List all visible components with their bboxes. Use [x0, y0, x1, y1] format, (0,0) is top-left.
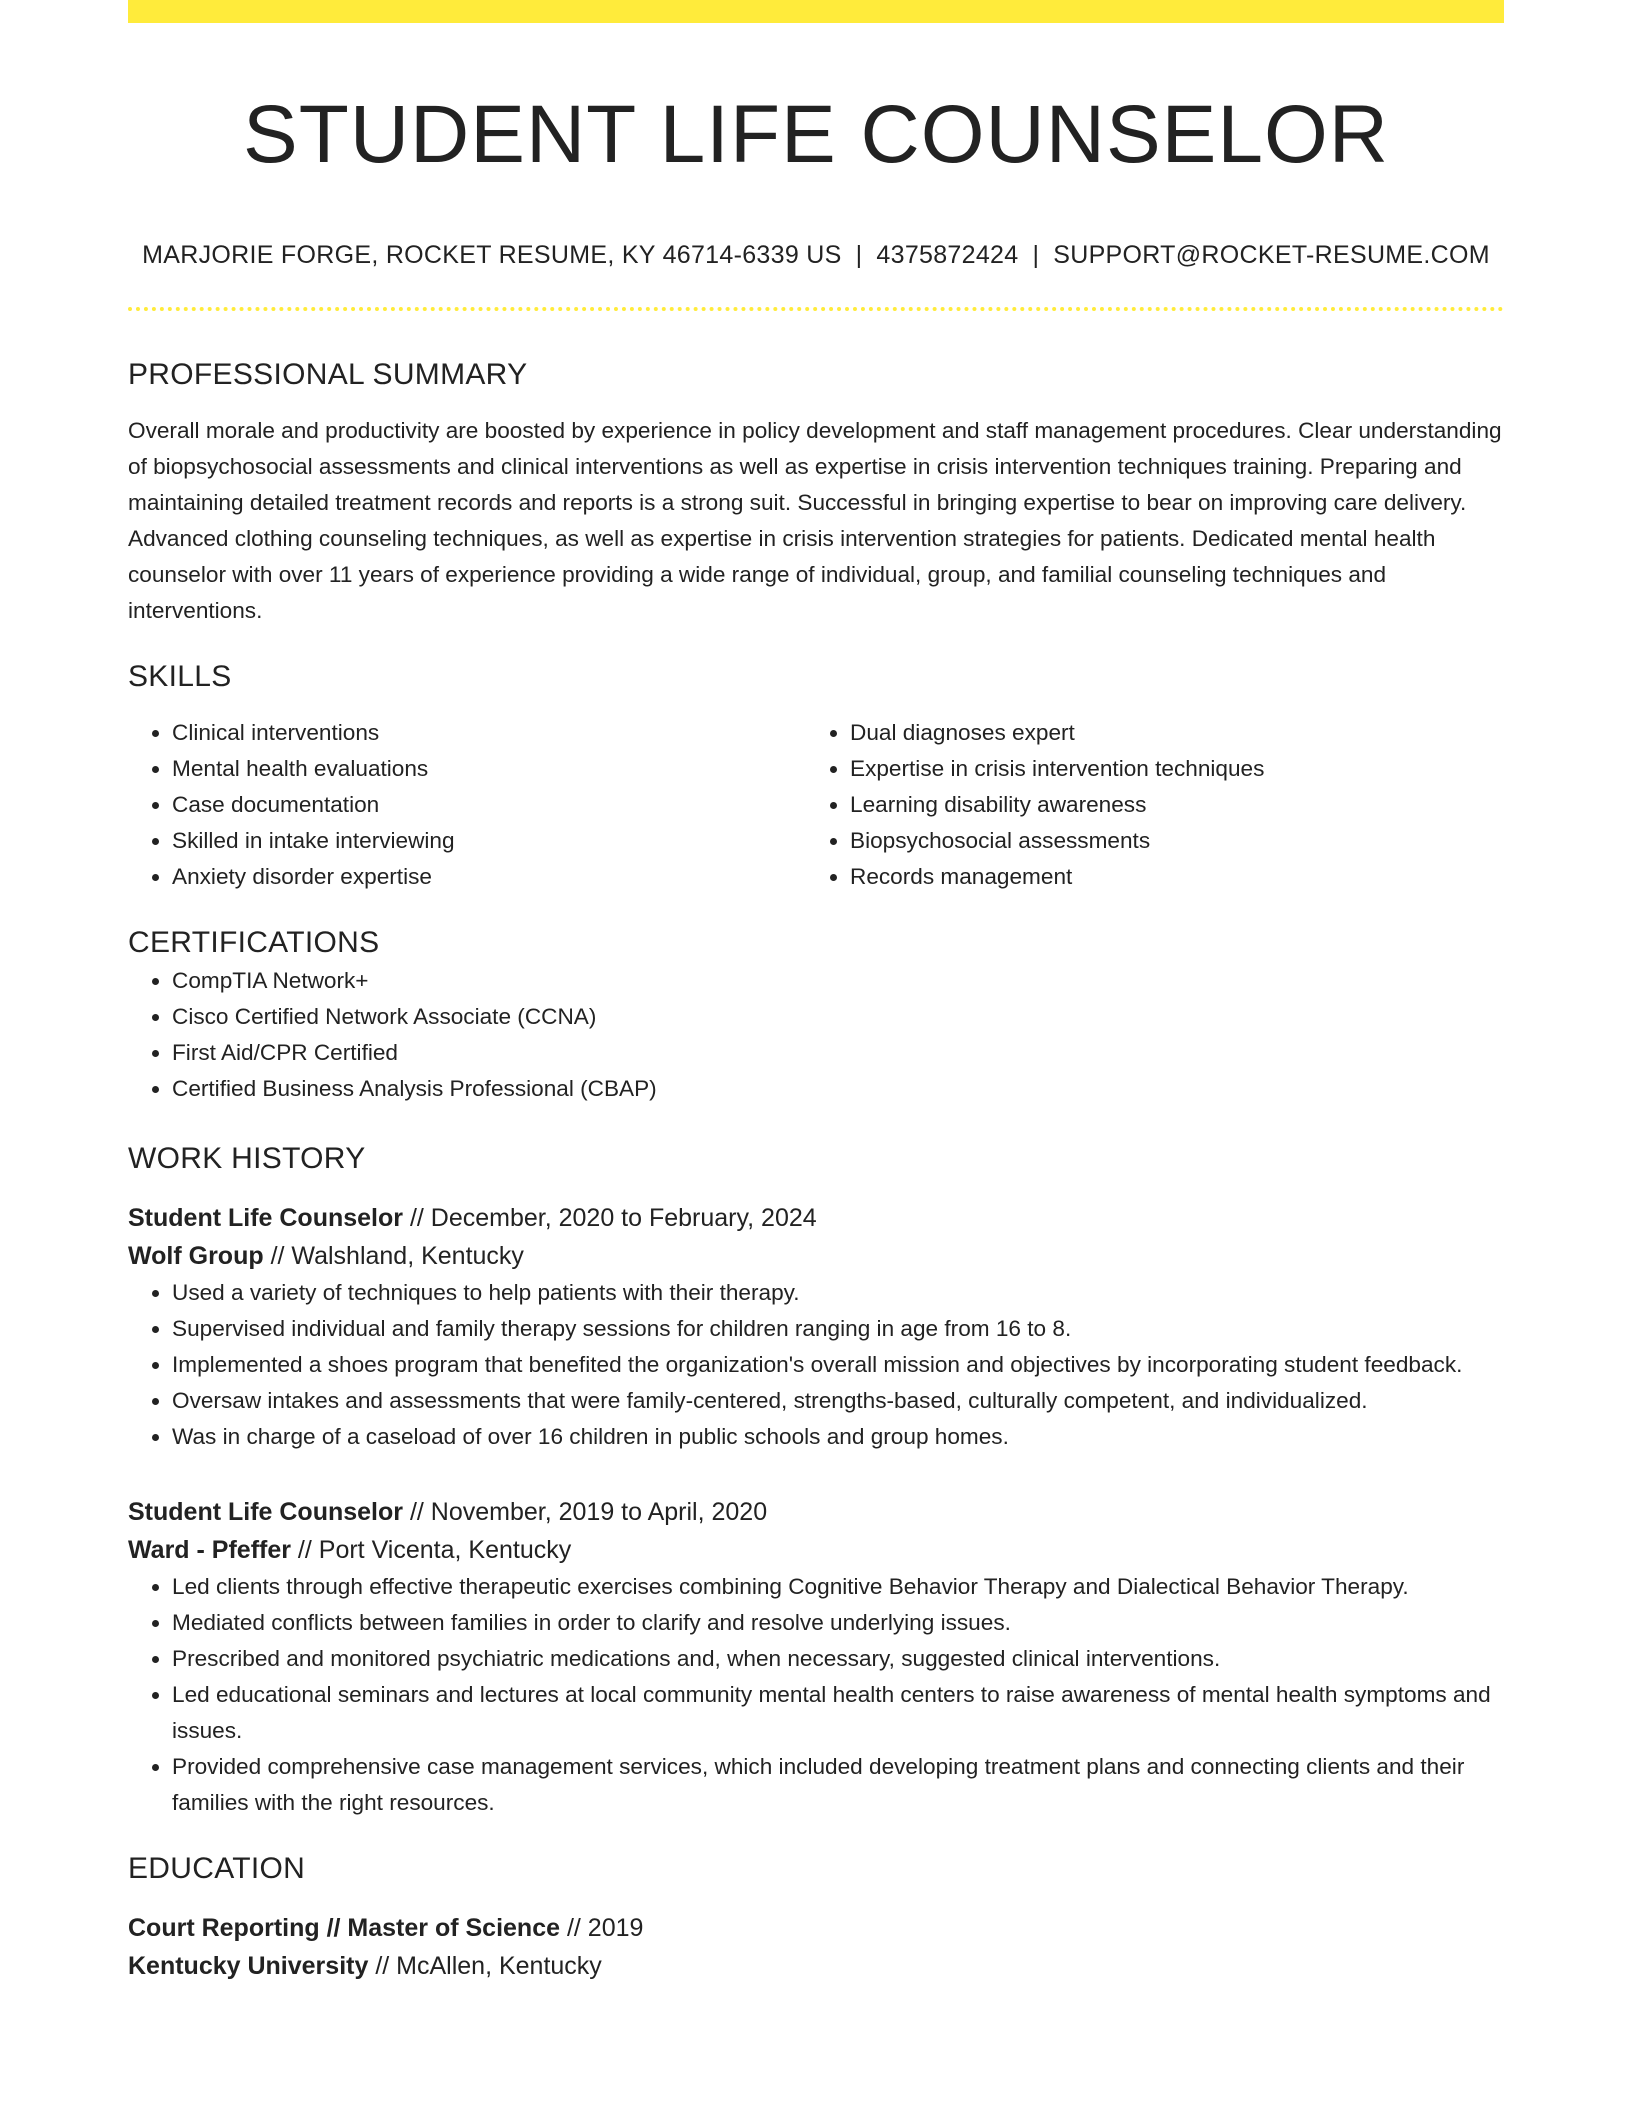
job-title-line: [128, 1199, 1504, 1237]
job-company: Ward - Pfeffer: [128, 1536, 291, 1564]
skills-column-left: [128, 715, 806, 895]
contact-phone: 4375872424: [876, 241, 1019, 269]
certification-item: • Certified Business Analysis Professional (CBAP): [172, 1071, 1504, 1107]
job-duty-item: • Prescribed and monitored psychiatric medications and, when necessary, suggested clinical interventions.: [172, 1641, 1504, 1677]
job-duty-item: • Oversaw intakes and assessments that were family-centered, strengths-based, culturally competent, and individualized.: [172, 1383, 1504, 1419]
job-location: // Walshland, Kentucky: [263, 1242, 524, 1270]
job-company-line: [128, 1531, 1504, 1569]
skill-item: • Biopsychosocial assessments: [850, 823, 1484, 859]
job-duty-item: • Provided comprehensive case management services, which included developing treatment plans and connecting clients and their families with the right resources.: [172, 1749, 1504, 1821]
skill-item: • Records management: [850, 859, 1484, 895]
contact-address: MARJORIE FORGE, ROCKET RESUME, KY 46714-6339 US: [142, 241, 842, 269]
job-entry: [128, 1493, 1504, 1821]
job-title: Student Life Counselor: [128, 1498, 403, 1526]
work-history-heading: WORK HISTORY: [128, 1142, 366, 1175]
summary-text: Overall morale and productivity are boosted by experience in policy development and staff management procedures. Clear understanding of biopsychosocial assessments and clinical interventions as well as expertise in crisis intervention techniques training. Preparing and maintaining detailed treatment records and reports is a strong suit. Successful in bringing expertise to bear on improving care delivery. Advanced clothing counseling techniques, as well as expertise in crisis intervention strategies for patients. Dedicated mental health counselor with over 11 years of experience providing a wide range of individual, group, and familial counseling techniques and interventions.: [128, 418, 1502, 623]
education-degree: Court Reporting // Master of Science: [128, 1914, 561, 1942]
skill-item: • Clinical interventions: [172, 715, 806, 751]
education-school: Kentucky University: [128, 1952, 369, 1980]
job-duties-list: [128, 1569, 1504, 1821]
education-year: // 2019: [560, 1914, 644, 1942]
education-location: // McAllen, Kentucky: [368, 1952, 602, 1980]
accent-bar: [128, 0, 1504, 23]
skill-item: • Mental health evaluations: [172, 751, 806, 787]
education-school-line: [128, 1947, 1504, 1985]
job-duty-item: • Used a variety of techniques to help patients with their therapy.: [172, 1275, 1504, 1311]
skill-item: • Case documentation: [172, 787, 806, 823]
certifications-list: [128, 963, 1504, 1107]
job-company: Wolf Group: [128, 1242, 264, 1270]
skill-item: • Anxiety disorder expertise: [172, 859, 806, 895]
skill-item: • Dual diagnoses expert: [850, 715, 1484, 751]
summary-heading: PROFESSIONAL SUMMARY: [128, 358, 528, 391]
skill-item: • Skilled in intake interviewing: [172, 823, 806, 859]
education-degree-line: [128, 1909, 1504, 1947]
dotted-divider: [128, 307, 1504, 311]
skill-item: • Expertise in crisis intervention techniques: [850, 751, 1484, 787]
education-heading: EDUCATION: [128, 1852, 306, 1885]
certification-item: • Cisco Certified Network Associate (CCNA): [172, 999, 1504, 1035]
skills-grid: [128, 715, 1504, 895]
resume-page: [128, 0, 1504, 1985]
skills-heading: SKILLS: [128, 660, 232, 693]
job-title-line: [128, 1493, 1504, 1531]
certifications-heading: CERTIFICATIONS: [128, 926, 380, 959]
resume-title: STUDENT LIFE COUNSELOR: [243, 89, 1389, 180]
job-duty-item: • Led educational seminars and lectures at local community mental health centers to raise awareness of mental health symptoms and issues.: [172, 1677, 1504, 1749]
job-duty-item: • Mediated conflicts between families in order to clarify and resolve underlying issues.: [172, 1605, 1504, 1641]
contact-line: [128, 239, 1504, 271]
job-dates: // December, 2020 to February, 2024: [403, 1204, 817, 1232]
job-duty-item: • Supervised individual and family therapy sessions for children ranging in age from 16 to 8.: [172, 1311, 1504, 1347]
job-duty-item: • Was in charge of a caseload of over 16 children in public schools and group homes.: [172, 1419, 1504, 1455]
job-dates: // November, 2019 to April, 2020: [403, 1498, 768, 1526]
skills-column-right: [806, 715, 1484, 895]
certification-item: • First Aid/CPR Certified: [172, 1035, 1504, 1071]
job-duty-item: • Implemented a shoes program that benefited the organization's overall mission and objectives by incorporating student feedback.: [172, 1347, 1504, 1383]
certification-item: • CompTIA Network+: [172, 963, 1504, 999]
contact-separator: |: [855, 241, 863, 269]
job-location: // Port Vicenta, Kentucky: [290, 1536, 572, 1564]
skill-item: • Learning disability awareness: [850, 787, 1484, 823]
contact-separator: |: [1032, 241, 1040, 269]
contact-email: SUPPORT@ROCKET-RESUME.COM: [1053, 241, 1490, 269]
job-entry: [128, 1199, 1504, 1455]
job-duty-item: • Led clients through effective therapeutic exercises combining Cognitive Behavior Therapy and Dialectical Behavior Therapy.: [172, 1569, 1504, 1605]
job-company-line: [128, 1237, 1504, 1275]
job-title: Student Life Counselor: [128, 1204, 403, 1232]
job-duties-list: [128, 1275, 1504, 1455]
